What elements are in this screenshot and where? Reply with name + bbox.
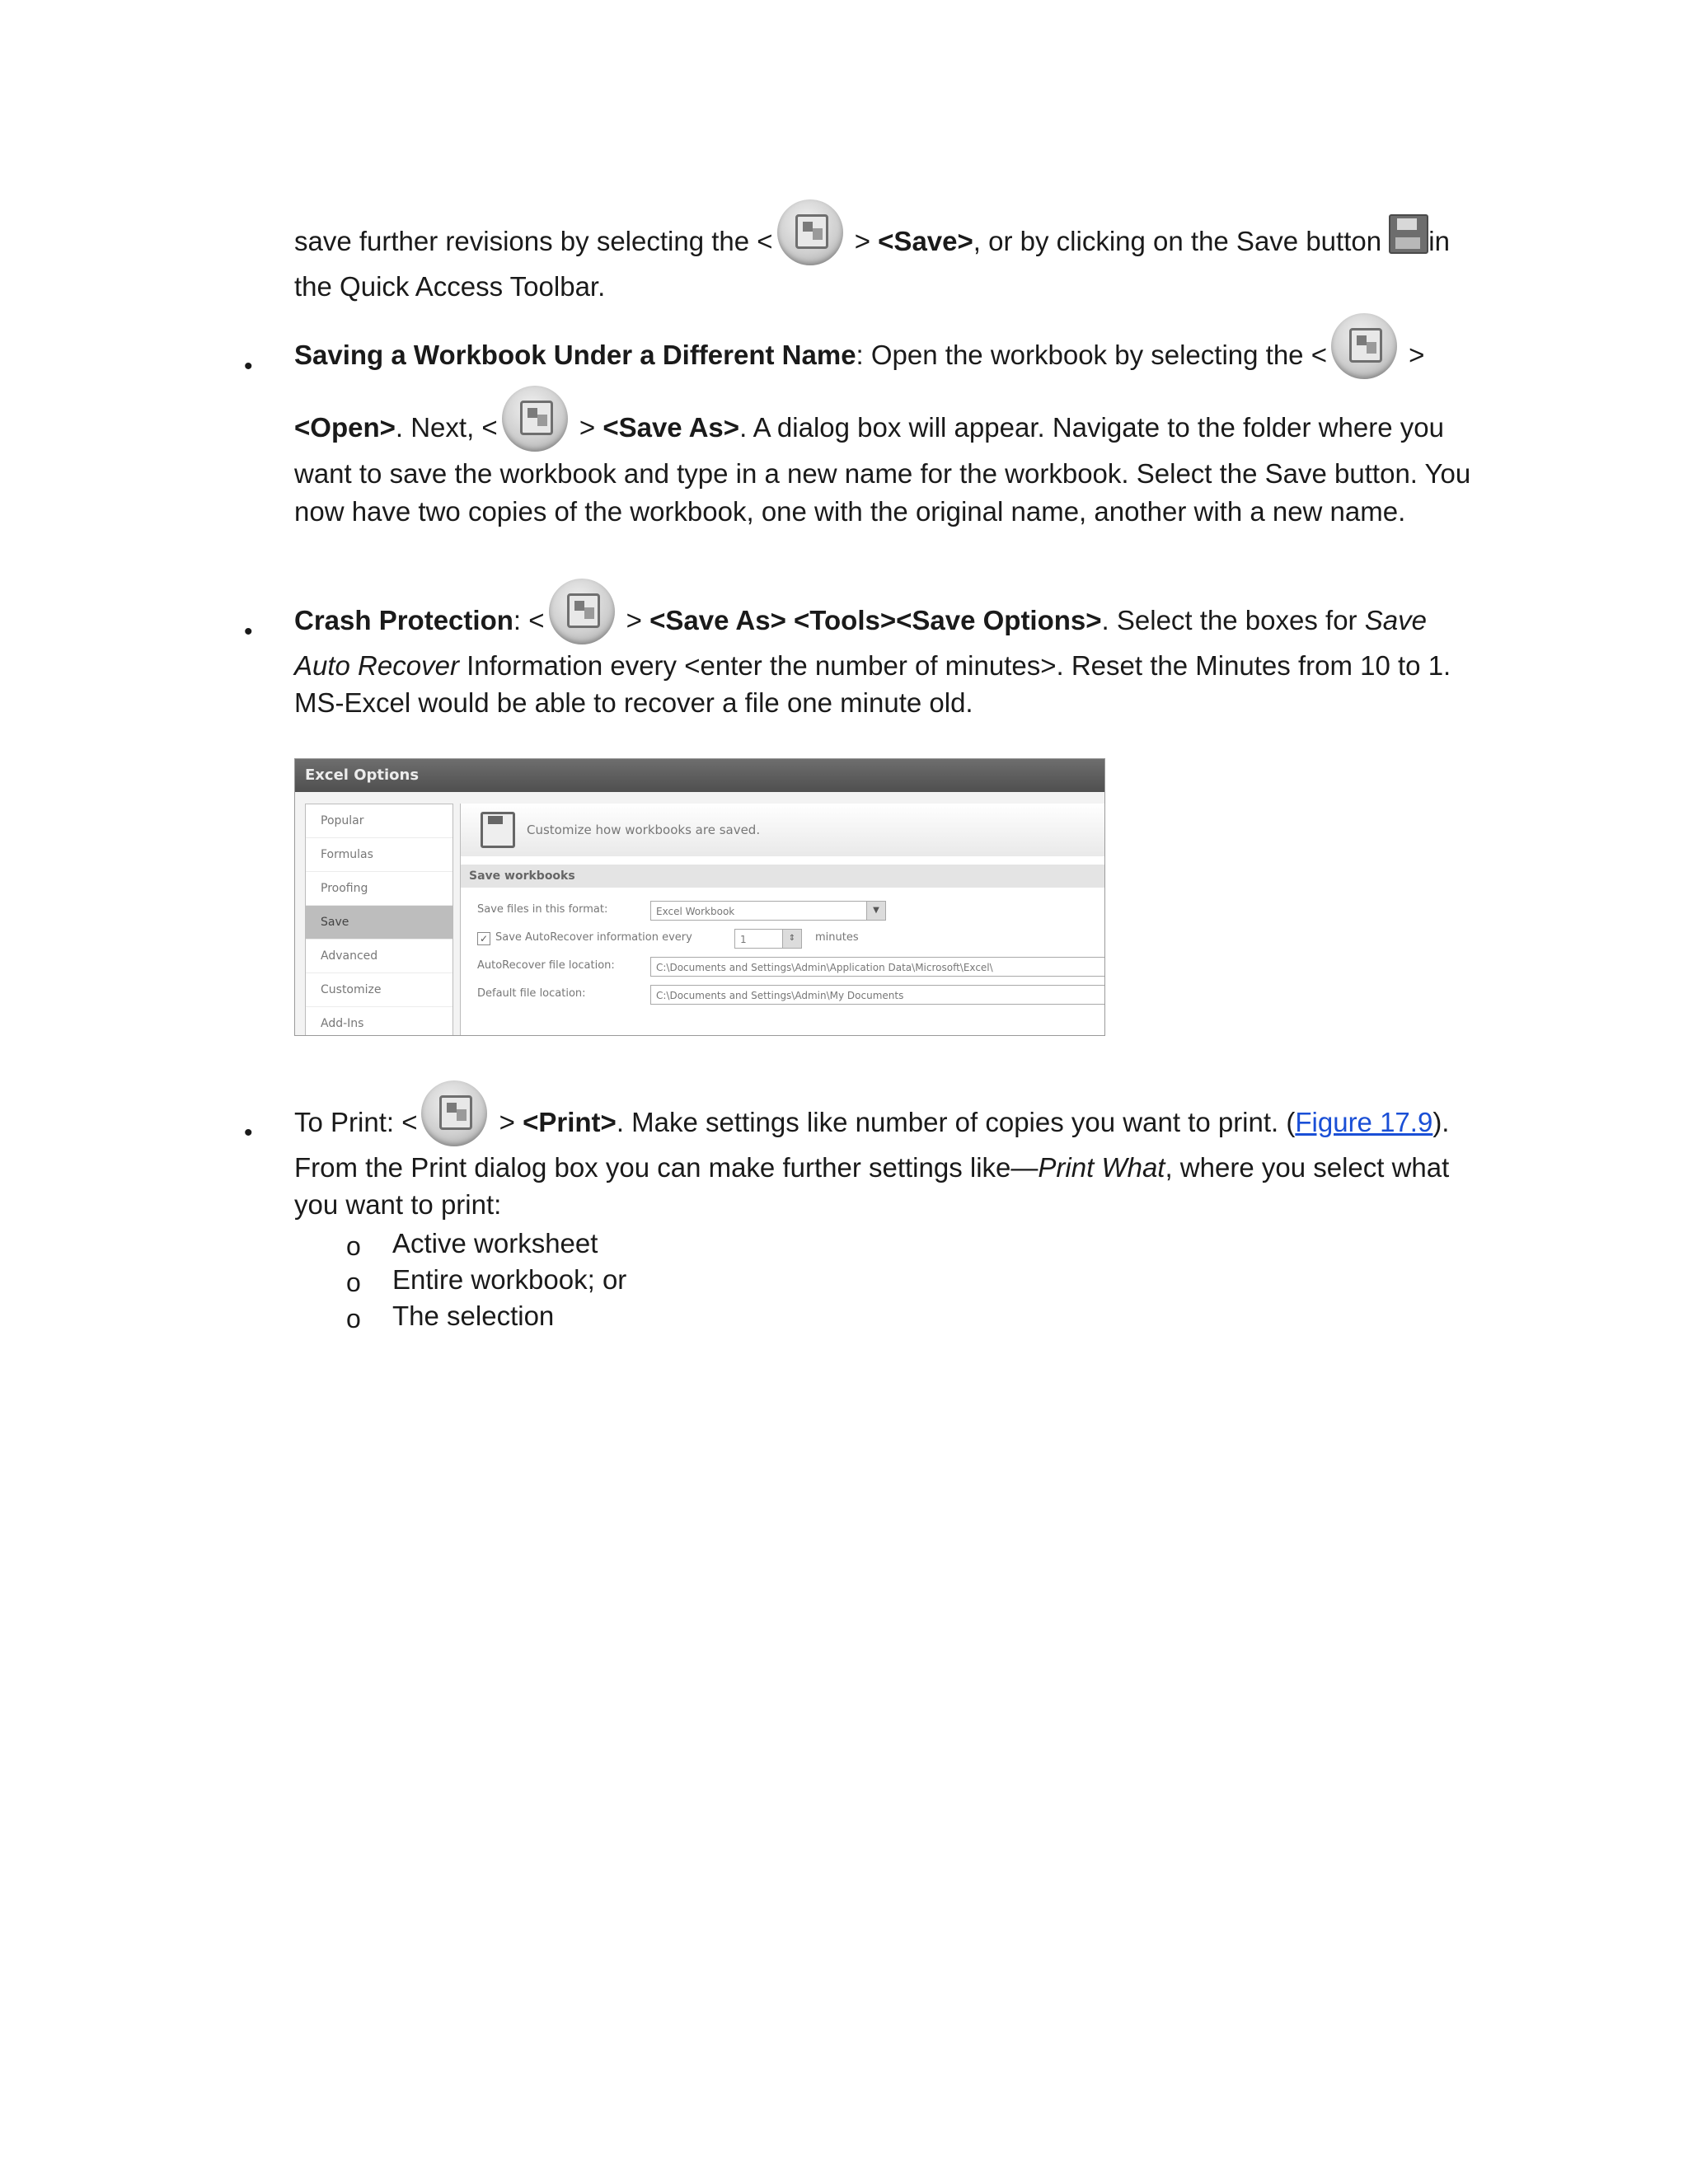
office-button-icon [499, 382, 571, 455]
sub-item-active-worksheet: Active worksheet [392, 1228, 598, 1258]
sub-bullet-marker: o [346, 1268, 361, 1297]
nav-item-advanced[interactable]: Advanced [306, 940, 452, 973]
intro-paragraph [294, 196, 1481, 306]
bullet1-title: Saving a Workbook Under a Different Name [294, 340, 856, 370]
bullet2-text-4: Information every <enter the number of minutes>. Reset the Minutes from 10 to 1. MS-Excel would be able to recover a file one minute old. [294, 650, 1451, 718]
default-location-label: Default file location: [477, 987, 586, 1000]
format-label: Save files in this format: [477, 903, 608, 916]
bullet3-text-5: , where you select what you want to print: [294, 1152, 1450, 1220]
figure-17-9-link[interactable]: Figure 17.9 [1295, 1107, 1433, 1137]
section-save-workbooks: Save workbooks [461, 865, 1105, 888]
nav-item-proofing[interactable]: Proofing [306, 872, 452, 906]
bullet2-italic-term: Save Auto Recover [294, 605, 1427, 681]
bullet1-text-3: . Next, < [395, 412, 498, 443]
row-save-format [477, 898, 1104, 922]
format-select[interactable] [650, 901, 886, 921]
sub-item-selection: The selection [392, 1301, 555, 1331]
dialog-nav [305, 804, 453, 1036]
autorecover-checkbox[interactable]: ✓ [477, 932, 490, 945]
bullet1-text-2: > [1400, 340, 1425, 370]
nav-item-customize[interactable]: Customize [306, 973, 452, 1007]
intro-text-3: , or by clicking on the Save button [973, 226, 1390, 256]
autorecover-minutes-stepper[interactable] [734, 929, 802, 949]
dialog-header-text: Customize how workbooks are saved. [527, 823, 761, 837]
intro-text-5: the Quick Access Toolbar. [294, 271, 606, 302]
row-autorecover-location [477, 954, 1104, 978]
nav-item-save[interactable]: Save [306, 906, 452, 940]
intro-text-1: save further revisions by selecting the < [294, 226, 773, 256]
bullet-saving-different-name [294, 310, 1481, 531]
bullet2-text-2: > [618, 605, 650, 635]
bullet-crash-protection [294, 575, 1481, 721]
bullet2-title: Crash Protection [294, 605, 513, 635]
bullet2-menu-path: <Save As> <Tools><Save Options> [649, 605, 1102, 635]
nav-item-addins[interactable]: Add-Ins [306, 1007, 452, 1036]
intro-text-4: in [1428, 226, 1450, 256]
sub-bullet-marker: o [346, 1304, 361, 1333]
row-autorecover [477, 926, 1104, 950]
sub-item-entire-workbook: Entire workbook; or [392, 1264, 627, 1295]
bullet3-text-4: ). From the Print dialog box you can make further settings like— [294, 1107, 1450, 1183]
intro-text-2: > [846, 226, 879, 256]
bullet3-print-what: Print What [1038, 1152, 1165, 1183]
office-button-icon [418, 1077, 490, 1150]
bullet-marker: • [244, 353, 253, 380]
bullet1-open-command: <Open> [294, 412, 396, 443]
ar-location-value: C:\Documents and Settings\Admin\Application Data\Microsoft\Excel\ [656, 962, 993, 973]
bullet1-saveas-command: <Save As> [603, 412, 740, 443]
excel-options-dialog [294, 758, 1105, 1036]
bullet1-text-4: > [571, 412, 603, 443]
nav-item-formulas[interactable]: Formulas [306, 838, 452, 872]
dialog-header [461, 804, 1105, 856]
bullet3-text-1: To Print: < [294, 1107, 418, 1137]
bullet3-text-2: > [491, 1107, 523, 1137]
ar-location-label: AutoRecover file location: [477, 959, 615, 972]
bullet3-print-command: <Print> [523, 1107, 617, 1137]
office-button-icon [774, 196, 846, 269]
bullet1-text-5: . A dialog box will appear. Navigate to the folder where you want to save the workbook and type in a new name for the workbook. Select the Save button. You now have two copies of the workbook, one with the original name, another with a new name. [294, 412, 1471, 527]
intro-save-command: <Save> [878, 226, 973, 256]
save-floppy-icon [481, 812, 515, 848]
dialog-main-panel [460, 804, 1105, 1036]
ar-location-input[interactable] [650, 957, 1105, 977]
bullet-marker: • [244, 1119, 253, 1146]
bullet3-text-3: . Make settings like number of copies you want to print. ( [616, 1107, 1296, 1137]
bullet-to-print [294, 1077, 1481, 1223]
default-location-input[interactable] [650, 985, 1105, 1005]
nav-item-popular[interactable]: Popular [306, 804, 452, 838]
autorecover-label: Save AutoRecover information every [495, 931, 692, 944]
bullet1-text-1: : Open the workbook by selecting the < [856, 340, 1327, 370]
office-button-icon [546, 575, 618, 648]
default-location-value: C:\Documents and Settings\Admin\My Documents [656, 990, 904, 1001]
bullet2-text-3: . Select the boxes for [1101, 605, 1365, 635]
stepper-arrows-icon[interactable]: ⇕ [782, 930, 801, 948]
office-button-icon [1328, 310, 1400, 382]
sub-bullet-marker: o [346, 1231, 361, 1261]
format-value: Excel Workbook [656, 906, 735, 917]
autorecover-minutes-value: 1 [740, 934, 747, 945]
dialog-title: Excel Options [295, 759, 1104, 792]
bullet2-text-1: : < [513, 605, 545, 635]
save-floppy-icon [1389, 214, 1428, 254]
row-default-location [477, 982, 1104, 1006]
bullet-marker: • [244, 618, 253, 645]
chevron-down-icon[interactable]: ▼ [866, 902, 885, 920]
minutes-label: minutes [815, 931, 859, 944]
